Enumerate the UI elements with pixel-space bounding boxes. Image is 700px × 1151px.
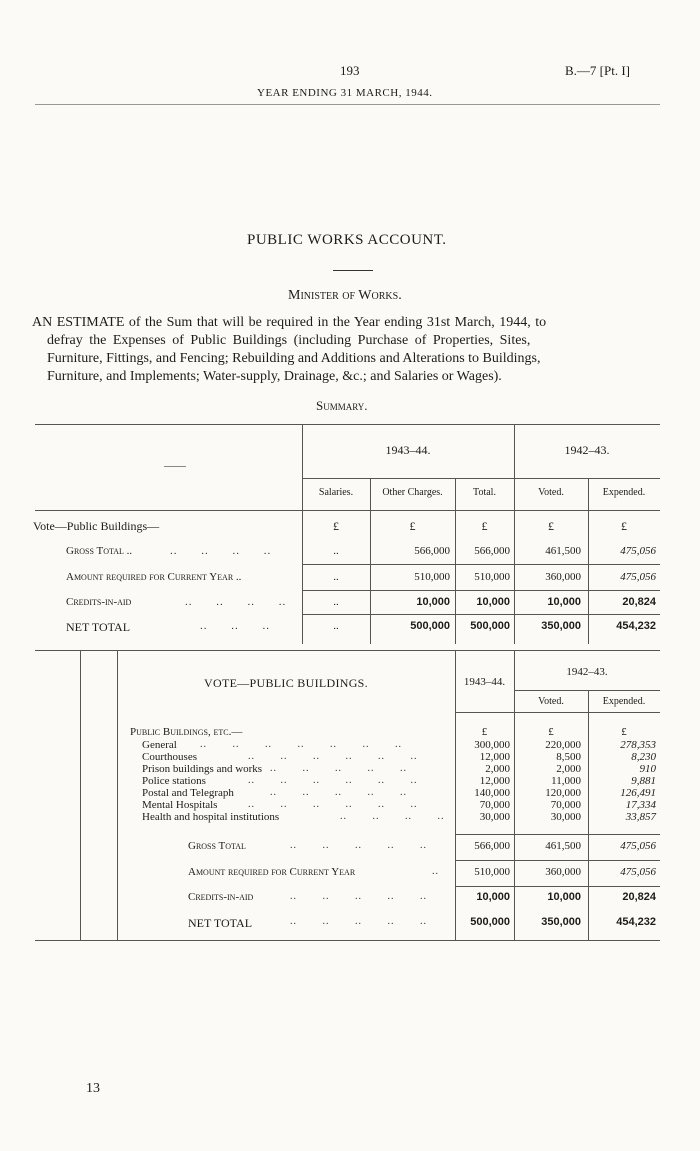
minister-heading: Minister of Works.: [288, 288, 402, 303]
summary-cell-other: 10,000: [416, 596, 450, 608]
summary-year-1943: 1943–44.: [385, 443, 431, 457]
summary-cell-voted: 350,000: [541, 620, 581, 632]
vote-item-voted: 11,000: [551, 775, 581, 787]
vote-section-label: Public Buildings, etc.—: [130, 726, 243, 738]
vote-currency-voted: £: [548, 726, 554, 738]
summary-cell-salaries: ..: [333, 620, 339, 632]
leader-dots: .. .. .. .. ..: [290, 891, 427, 902]
vote-item-expended: 278,353: [620, 739, 656, 751]
leader-dots: .. .. .. .. ..: [290, 840, 427, 851]
summary-row-label: Amount required for Current Year ..: [66, 571, 242, 583]
vote-total-voted: 360,000: [545, 866, 581, 878]
vote-item-total: 2,000: [485, 763, 510, 775]
vote-col-expended: Expended.: [602, 696, 646, 707]
vote-total-label: Gross Total: [188, 840, 246, 852]
vote-item-expended: 9,881: [631, 775, 656, 787]
vote-item-total: 140,000: [474, 787, 510, 799]
leader-dots: .. .. .. ..: [170, 545, 272, 557]
vote-item-label: Police stations: [142, 775, 206, 787]
col-voted: Voted.: [538, 487, 564, 498]
leader-dots: .. .. .. .. .. ..: [248, 799, 418, 810]
page-number: 193: [340, 63, 360, 78]
vote-total-total: 10,000: [476, 891, 510, 903]
vote-col-voted: Voted.: [538, 696, 564, 707]
vote-item-label: Postal and Telegraph: [142, 787, 234, 799]
title-rule: [333, 270, 373, 271]
col-salaries: Salaries.: [318, 487, 354, 498]
footer-page-number: 13: [86, 1081, 100, 1096]
leader-dots: .. .. .. .. ..: [290, 916, 427, 927]
running-subtitle: YEAR ENDING 31 MARCH, 1944.: [257, 87, 433, 99]
vote-total-label: NET TOTAL: [188, 916, 253, 930]
leader-dots: .. .. ..: [200, 620, 270, 632]
leader-dots: .. .. .. .. .. .. ..: [200, 739, 402, 750]
vote-item-label: Mental Hospitals: [142, 799, 218, 811]
summary-cell-total: 566,000: [474, 545, 510, 557]
summary-cell-expended: 20,824: [622, 596, 656, 608]
currency-salaries: £: [333, 519, 339, 533]
vote-item-expended: 17,334: [625, 799, 656, 811]
vote-total-total: 510,000: [474, 866, 510, 878]
col-other-charges: Other Charges.: [382, 487, 443, 498]
summary-cell-total: 10,000: [476, 596, 510, 608]
vote-total-expended: 454,232: [616, 916, 656, 928]
summary-cell-expended: 475,056: [620, 571, 656, 583]
summary-cell-other: 510,000: [414, 571, 450, 583]
summary-year-1942: 1942–43.: [564, 443, 610, 457]
vote-item-total: 12,000: [479, 775, 510, 787]
vote-item-expended: 33,857: [625, 811, 656, 823]
intro-line-1: AN ESTIMATE of the Sum that will be required in the Year ending 31st March, 1944, to: [32, 315, 547, 330]
vote-total-expended: 475,056: [620, 840, 656, 852]
summary-cell-voted: 461,500: [545, 545, 581, 557]
vote-item-total: 30,000: [479, 811, 510, 823]
vote-item-voted: 8,500: [556, 751, 581, 763]
summary-cell-voted: 360,000: [545, 571, 581, 583]
col-expended: Expended.: [602, 487, 646, 498]
leader-dots: ..: [432, 866, 439, 877]
summary-cell-expended: 454,232: [616, 620, 656, 632]
vote-total-label: Amount required for Current Year: [188, 866, 356, 878]
summary-row-label: NET TOTAL: [66, 620, 131, 634]
summary-row-label: Gross Total ..: [66, 545, 133, 557]
summary-cell-salaries: ..: [333, 596, 339, 608]
summary-cell-expended: 475,056: [620, 545, 656, 557]
summary-stub-dash: ——: [164, 460, 186, 472]
document-reference: B.—7 [Pt. I]: [565, 63, 630, 78]
vote-total-voted: 350,000: [541, 916, 581, 928]
vote-currency-expended: £: [621, 726, 627, 738]
vote-total-voted: 10,000: [547, 891, 581, 903]
intro-line-2: defray the Expenses of Public Buildings (including Purchase of Properties, Sites,: [47, 333, 531, 348]
intro-line-4: Furniture, and Implements; Water-supply, Drainage, &c.; and Salaries or Wages).: [47, 369, 502, 384]
vote-total-total: 500,000: [470, 916, 510, 928]
vote-item-label: Courthouses: [142, 751, 197, 763]
currency-expended: £: [621, 519, 627, 533]
vote-item-voted: 2,000: [556, 763, 581, 775]
leader-dots: .. .. .. .. .. ..: [248, 751, 418, 762]
vote-item-label: Health and hospital institutions: [142, 811, 280, 823]
intro-line-3: Furniture, Fittings, and Fencing; Rebuilding and Additions and Alterations to Buildings,: [47, 351, 541, 366]
vote-item-voted: 120,000: [545, 787, 581, 799]
vote-item-label: General: [142, 739, 177, 751]
summary-cell-total: 510,000: [474, 571, 510, 583]
currency-other: £: [409, 519, 416, 533]
vote-item-label: Prison buildings and works: [142, 763, 263, 775]
leader-dots: .. .. .. .. ..: [270, 787, 407, 798]
summary-row-label: Credits-in-aid: [66, 596, 132, 608]
vote-item-expended: 126,491: [620, 787, 656, 799]
vote-total-total: 566,000: [474, 840, 510, 852]
leader-dots: .. .. .. .. ..: [270, 763, 407, 774]
vote-year-1943: 1943–44.: [463, 676, 506, 688]
vote-label: Vote—Public Buildings—: [33, 519, 160, 533]
vote-year-1942: 1942–43.: [566, 666, 608, 678]
vote-currency-total: £: [481, 726, 488, 738]
summary-cell-salaries: ..: [333, 571, 339, 583]
summary-cell-other: 500,000: [410, 620, 450, 632]
vote-item-voted: 70,000: [550, 799, 581, 811]
vote-item-total: 70,000: [479, 799, 510, 811]
header-rule: [35, 104, 660, 105]
vote-heading: VOTE—PUBLIC BUILDINGS.: [204, 676, 368, 690]
leader-dots: .. .. .. ..: [185, 596, 287, 608]
summary-cell-voted: 10,000: [547, 596, 581, 608]
vote-item-expended: 8,230: [631, 751, 656, 763]
currency-total: £: [481, 519, 488, 533]
vote-item-total: 12,000: [479, 751, 510, 763]
vote-total-voted: 461,500: [545, 840, 581, 852]
leader-dots: .. .. .. .. .. ..: [248, 775, 418, 786]
summary-heading: Summary.: [316, 398, 368, 413]
vote-item-voted: 30,000: [550, 811, 581, 823]
summary-cell-total: 500,000: [470, 620, 510, 632]
vote-item-total: 300,000: [474, 739, 510, 751]
leader-dots: .. .. .. ..: [340, 811, 445, 822]
vote-total-expended: 20,824: [622, 891, 656, 903]
vote-item-expended: 910: [639, 763, 656, 775]
vote-item-voted: 220,000: [545, 739, 581, 751]
page-title: PUBLIC WORKS ACCOUNT.: [247, 232, 447, 248]
vote-total-expended: 475,056: [620, 866, 656, 878]
currency-voted: £: [548, 519, 554, 533]
summary-cell-salaries: ..: [333, 545, 339, 557]
summary-cell-other: 566,000: [414, 545, 450, 557]
vote-total-label: Credits-in-aid: [188, 891, 254, 903]
col-total: Total.: [473, 487, 496, 498]
